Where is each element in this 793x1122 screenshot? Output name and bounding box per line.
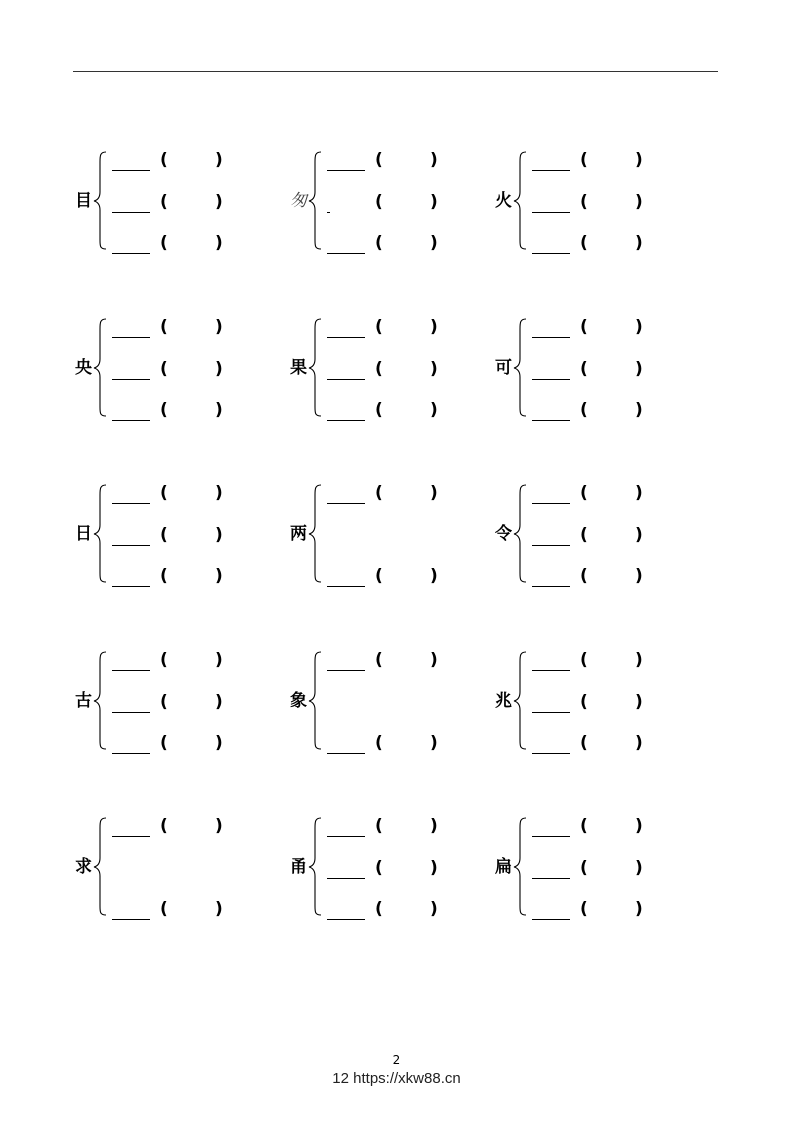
answer-blank[interactable]	[532, 903, 570, 920]
answer-row	[532, 192, 672, 214]
group-character: 扁	[495, 857, 512, 877]
paren-open: (	[160, 650, 168, 670]
paren-open: (	[580, 899, 588, 919]
word-group	[495, 317, 695, 427]
paren-close: )	[635, 525, 643, 545]
paren-close: )	[635, 816, 643, 836]
answer-row	[327, 192, 467, 214]
paren-close: )	[215, 233, 223, 253]
answer-blank[interactable]	[112, 654, 150, 671]
word-group	[290, 483, 490, 593]
paren-close: )	[430, 566, 438, 586]
answer-row	[327, 566, 467, 588]
group-character: 古	[75, 691, 92, 711]
answer-row	[532, 150, 672, 172]
answer-blank[interactable]	[327, 154, 365, 171]
header-rule	[73, 71, 718, 72]
paren-close: )	[215, 899, 223, 919]
paren-close: )	[635, 566, 643, 586]
answer-row	[532, 733, 672, 755]
paren-close: )	[215, 359, 223, 379]
paren-open: (	[580, 483, 588, 503]
paren-close: )	[215, 566, 223, 586]
paren-open: (	[580, 733, 588, 753]
answer-row	[112, 483, 252, 505]
paren-close: )	[430, 483, 438, 503]
paren-open: (	[375, 650, 383, 670]
paren-close: )	[215, 650, 223, 670]
group-character: 象	[290, 691, 307, 711]
group-character: 日	[75, 524, 92, 544]
paren-open: (	[375, 733, 383, 753]
answer-blank[interactable]	[327, 820, 365, 837]
answer-blank[interactable]	[327, 404, 365, 421]
paren-open: (	[160, 525, 168, 545]
paren-close: )	[215, 400, 223, 420]
answer-row	[327, 150, 467, 172]
paren-close: )	[635, 192, 643, 212]
group-character: 匆	[290, 191, 307, 211]
answer-blank[interactable]	[112, 321, 150, 338]
paren-open: (	[580, 650, 588, 670]
answer-blank[interactable]	[327, 487, 365, 504]
word-group	[75, 150, 275, 260]
paren-close: )	[430, 858, 438, 878]
paren-open: (	[160, 400, 168, 420]
paren-open: (	[375, 400, 383, 420]
paren-open: (	[375, 233, 383, 253]
curly-brace	[512, 816, 528, 916]
curly-brace	[307, 317, 323, 417]
word-group	[75, 317, 275, 427]
paren-open: (	[580, 400, 588, 420]
word-group	[495, 150, 695, 260]
paren-close: )	[635, 692, 643, 712]
paren-open: (	[375, 317, 383, 337]
answer-row	[327, 400, 467, 422]
curly-brace	[92, 650, 108, 750]
answer-blank[interactable]	[112, 903, 150, 920]
answer-blank[interactable]	[532, 196, 570, 213]
answer-row	[112, 400, 252, 422]
answer-blank[interactable]	[327, 903, 365, 920]
answer-row	[532, 692, 672, 714]
answer-blank[interactable]	[327, 654, 365, 671]
paren-close: )	[215, 483, 223, 503]
paren-open: (	[580, 150, 588, 170]
answer-blank[interactable]	[112, 154, 150, 171]
paren-close: )	[430, 400, 438, 420]
paren-close: )	[215, 192, 223, 212]
answer-row	[532, 525, 672, 547]
answer-blank[interactable]	[112, 529, 150, 546]
answer-blank[interactable]	[532, 529, 570, 546]
paren-close: )	[430, 150, 438, 170]
paren-close: )	[215, 317, 223, 337]
group-character: 令	[495, 524, 512, 544]
word-group	[290, 816, 490, 926]
answer-row	[532, 650, 672, 672]
answer-row	[327, 650, 467, 672]
answer-row	[112, 233, 252, 255]
group-character: 两	[290, 524, 307, 544]
group-character: 求	[75, 857, 92, 877]
answer-row	[532, 483, 672, 505]
answer-row	[327, 317, 467, 339]
paren-open: (	[160, 317, 168, 337]
answer-blank[interactable]	[532, 570, 570, 587]
answer-row	[327, 733, 467, 755]
answer-row	[532, 899, 672, 921]
answer-blank[interactable]	[532, 696, 570, 713]
paren-open: (	[580, 858, 588, 878]
word-group	[75, 650, 275, 760]
answer-row	[112, 566, 252, 588]
curly-brace	[92, 816, 108, 916]
paren-open: (	[160, 899, 168, 919]
paren-close: )	[215, 150, 223, 170]
paren-open: (	[160, 692, 168, 712]
paren-close: )	[215, 816, 223, 836]
answer-blank[interactable]	[112, 487, 150, 504]
paren-open: (	[580, 192, 588, 212]
answer-row	[532, 858, 672, 880]
paren-close: )	[635, 150, 643, 170]
paren-close: )	[215, 525, 223, 545]
curly-brace	[92, 150, 108, 250]
paren-open: (	[160, 816, 168, 836]
answer-blank[interactable]	[532, 737, 570, 754]
answer-row	[532, 400, 672, 422]
answer-blank[interactable]	[327, 363, 365, 380]
curly-brace	[92, 317, 108, 417]
word-group	[75, 483, 275, 593]
answer-row	[112, 192, 252, 214]
paren-close: )	[430, 359, 438, 379]
paren-close: )	[635, 233, 643, 253]
curly-brace	[92, 483, 108, 583]
curly-brace	[307, 816, 323, 916]
paren-close: )	[430, 192, 438, 212]
group-character: 甬	[290, 857, 307, 877]
group-character: 可	[495, 358, 512, 378]
paren-close: )	[635, 899, 643, 919]
paren-open: (	[375, 483, 383, 503]
answer-row	[327, 816, 467, 838]
paren-close: )	[430, 733, 438, 753]
group-character: 央	[75, 358, 92, 378]
answer-blank[interactable]	[532, 820, 570, 837]
answer-blank[interactable]	[532, 487, 570, 504]
paren-open: (	[375, 899, 383, 919]
word-group	[495, 650, 695, 760]
answer-row	[327, 858, 467, 880]
answer-blank[interactable]	[532, 404, 570, 421]
paren-open: (	[580, 233, 588, 253]
answer-row	[532, 566, 672, 588]
curly-brace	[512, 317, 528, 417]
paren-open: (	[375, 359, 383, 379]
paren-open: (	[580, 692, 588, 712]
curly-brace	[307, 650, 323, 750]
curly-brace	[512, 650, 528, 750]
word-group	[290, 650, 490, 760]
answer-row	[532, 359, 672, 381]
paren-open: (	[375, 816, 383, 836]
answer-row	[327, 483, 467, 505]
paren-close: )	[635, 400, 643, 420]
group-character: 火	[495, 191, 512, 211]
answer-row	[532, 816, 672, 838]
paren-open: (	[580, 816, 588, 836]
curly-brace	[512, 483, 528, 583]
answer-row	[112, 816, 252, 838]
paren-open: (	[160, 733, 168, 753]
paren-open: (	[160, 359, 168, 379]
answer-blank[interactable]	[112, 363, 150, 380]
paren-open: (	[375, 192, 383, 212]
paren-close: )	[430, 317, 438, 337]
answer-row	[327, 359, 467, 381]
paren-close: )	[635, 317, 643, 337]
answer-row	[112, 650, 252, 672]
curly-brace	[307, 150, 323, 250]
paren-close: )	[635, 359, 643, 379]
answer-blank[interactable]	[532, 862, 570, 879]
group-character: 果	[290, 358, 307, 378]
paren-open: (	[375, 858, 383, 878]
answer-blank[interactable]	[532, 237, 570, 254]
answer-row	[532, 233, 672, 255]
paren-open: (	[580, 317, 588, 337]
page-number: 2	[392, 1053, 401, 1067]
group-character: 兆	[495, 691, 512, 711]
answer-row	[112, 317, 252, 339]
paren-close: )	[635, 483, 643, 503]
answer-row	[112, 899, 252, 921]
answer-blank[interactable]	[112, 196, 150, 213]
answer-blank[interactable]	[532, 321, 570, 338]
paren-open: (	[160, 483, 168, 503]
answer-row	[327, 233, 467, 255]
answer-row	[112, 733, 252, 755]
word-group	[495, 816, 695, 926]
paren-close: )	[635, 858, 643, 878]
answer-blank[interactable]	[327, 570, 365, 587]
answer-blank[interactable]	[327, 237, 365, 254]
word-group	[290, 150, 490, 260]
answer-row	[532, 317, 672, 339]
answer-blank[interactable]	[327, 196, 330, 213]
paren-close: )	[635, 650, 643, 670]
curly-brace	[307, 483, 323, 583]
answer-row	[112, 692, 252, 714]
answer-row	[112, 359, 252, 381]
answer-blank[interactable]	[532, 654, 570, 671]
answer-row	[112, 150, 252, 172]
answer-blank[interactable]	[112, 820, 150, 837]
answer-blank[interactable]	[112, 404, 150, 421]
paren-open: (	[375, 566, 383, 586]
paren-open: (	[580, 566, 588, 586]
word-group	[290, 317, 490, 427]
paren-open: (	[160, 233, 168, 253]
answer-blank[interactable]	[112, 237, 150, 254]
curly-brace	[512, 150, 528, 250]
answer-blank[interactable]	[327, 862, 365, 879]
answer-blank[interactable]	[112, 737, 150, 754]
paren-close: )	[215, 733, 223, 753]
answer-row	[112, 525, 252, 547]
paren-open: (	[160, 150, 168, 170]
answer-blank[interactable]	[327, 737, 365, 754]
paren-close: )	[430, 233, 438, 253]
answer-blank[interactable]	[112, 696, 150, 713]
paren-open: (	[580, 359, 588, 379]
paren-open: (	[160, 566, 168, 586]
paren-close: )	[430, 816, 438, 836]
paren-close: )	[215, 692, 223, 712]
answer-blank[interactable]	[532, 363, 570, 380]
paren-close: )	[635, 733, 643, 753]
paren-close: )	[430, 650, 438, 670]
word-group	[75, 816, 275, 926]
answer-blank[interactable]	[532, 154, 570, 171]
answer-blank[interactable]	[112, 570, 150, 587]
word-group	[495, 483, 695, 593]
group-character: 目	[75, 191, 92, 211]
paren-open: (	[580, 525, 588, 545]
footer-url: 12 https://xkw88.cn	[332, 1070, 461, 1087]
paren-close: )	[430, 899, 438, 919]
paren-open: (	[375, 150, 383, 170]
answer-row	[327, 899, 467, 921]
paren-open: (	[160, 192, 168, 212]
answer-blank[interactable]	[327, 321, 365, 338]
